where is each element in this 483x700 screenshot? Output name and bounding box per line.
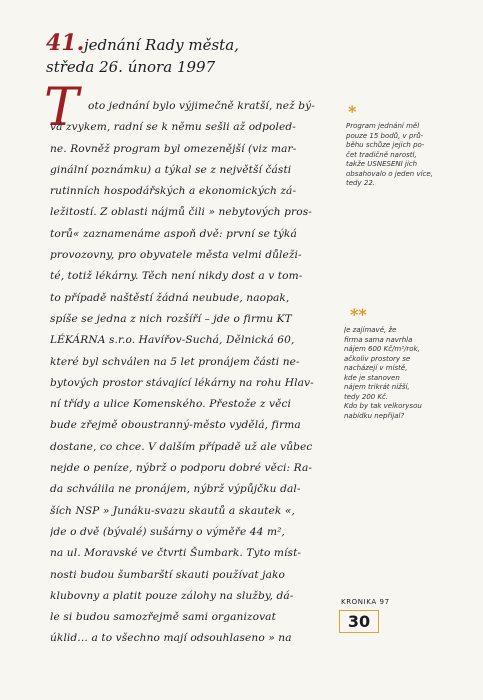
drop-cap: T — [44, 78, 79, 138]
text-line: vá zvykem, radní se k němu sešli až odpoled- — [50, 121, 296, 134]
note-line: běhu schůze jejich po- — [346, 141, 425, 149]
page-number: 30 — [339, 610, 379, 633]
text-line: ne. Rovněž program byl omezenější (viz mar- — [50, 142, 297, 155]
text-line: na ul. Moravské ve čtvrti Šumbark. Tyto míst- — [50, 547, 302, 560]
note-line: Kdo by tak velkorysou — [344, 402, 422, 410]
meeting-title: jednání Rady města, — [84, 36, 239, 54]
text-line: klubovny a platit pouze zálohy na služby, dá- — [50, 589, 294, 602]
note-line: Program jednání měl — [346, 122, 420, 130]
note-line: nájem trikrát nižší, — [344, 383, 410, 391]
meeting-date: středa 26. února 1997 — [46, 58, 216, 76]
note-line: čet tradičně narostl, — [346, 150, 417, 159]
text-line: LÉKÁRNA s.r.o. Havířov-Suchá, Dělnická 60, — [50, 334, 295, 347]
note-line: obsahovalo o jeden více, — [346, 169, 433, 178]
meeting-number: 41. — [46, 30, 85, 56]
margin-note-pharmacy — [344, 326, 468, 421]
note-line: tedy 200 Kč. — [344, 392, 389, 401]
note-line: tedy 22. — [346, 179, 375, 187]
note-line: nacházejí v místě, — [344, 364, 408, 372]
text-line: úklid… a to všechno mají odsouhlaseno » na — [50, 632, 292, 645]
text-line: torů« zaznamenáme aspoň dvě: první se týká — [50, 227, 297, 240]
text-line: dostane, co chce. V dalším případě už ale vůbec — [50, 440, 313, 453]
note-line: firma sama navrhla — [344, 335, 413, 344]
text-line: ginální poznámku) a týkal se z největší části — [50, 163, 292, 176]
text-line: jde o dvě (bývalé) sušárny o výměře 44 m², — [50, 525, 285, 538]
text-line: oto jednání bylo výjimečně kratší, než bý- — [88, 100, 315, 112]
text-line: které byl schválen na 5 let pronájem části ne- — [50, 355, 300, 368]
main-text — [50, 96, 340, 650]
asterisk-icon: * — [348, 102, 357, 121]
text-line: ležitostí. Z oblasti nájmů čili » nebytových pros- — [50, 206, 312, 219]
text-line: to případě naštěstí žádná neubude, naopak, — [50, 291, 290, 304]
note-line: pouze 15 bodů, v prů- — [346, 131, 424, 140]
text-line: spíše se jedna z nich rozšíří – jde o firmu KT — [50, 312, 292, 325]
text-line: ších NSP » Junáku-svazu skautů a skautek «, — [50, 504, 295, 517]
text-line: da schválila ne pronájem, nýbrž výpůjčku dal- — [50, 483, 301, 496]
note-line: takže USNESENÍ jich — [346, 160, 418, 168]
margin-note-program — [346, 122, 470, 189]
note-line: nabídku nepřijal? — [344, 411, 405, 420]
text-line: bytových prostor stávající lékárny na rohu Hlav- — [50, 376, 314, 389]
chronicle-label: KRONIKA 97 — [341, 598, 390, 606]
note-line: ačkoliv prostory se — [344, 354, 411, 363]
text-line: nosti budou šumbarští skauti používat jako — [50, 568, 286, 581]
double-asterisk-icon: ** — [350, 305, 367, 324]
text-line: ní třídy a ulice Komenského. Přestože z věci — [50, 398, 291, 411]
note-line: Je zajímavé, že — [344, 326, 397, 334]
note-line: kde je stanoven — [344, 373, 400, 382]
text-line: rutinních hospodářských a ekonomických zá- — [50, 185, 297, 198]
text-line: provozovny, pro obyvatele města velmi důleži- — [50, 249, 302, 262]
text-line: le si budou samozřejmě sami organizovat — [50, 611, 276, 624]
text-line: nejde o peníze, nýbrž o podporu dobré věci: Ra- — [50, 462, 313, 475]
note-line: nájem 600 Kč/m²/rok, — [344, 345, 420, 353]
text-line: té, totiž lékárny. Těch není nikdy dost a v tom- — [50, 270, 303, 283]
text-line: bude zřejmě oboustranný-město vydělá, firma — [50, 419, 301, 432]
